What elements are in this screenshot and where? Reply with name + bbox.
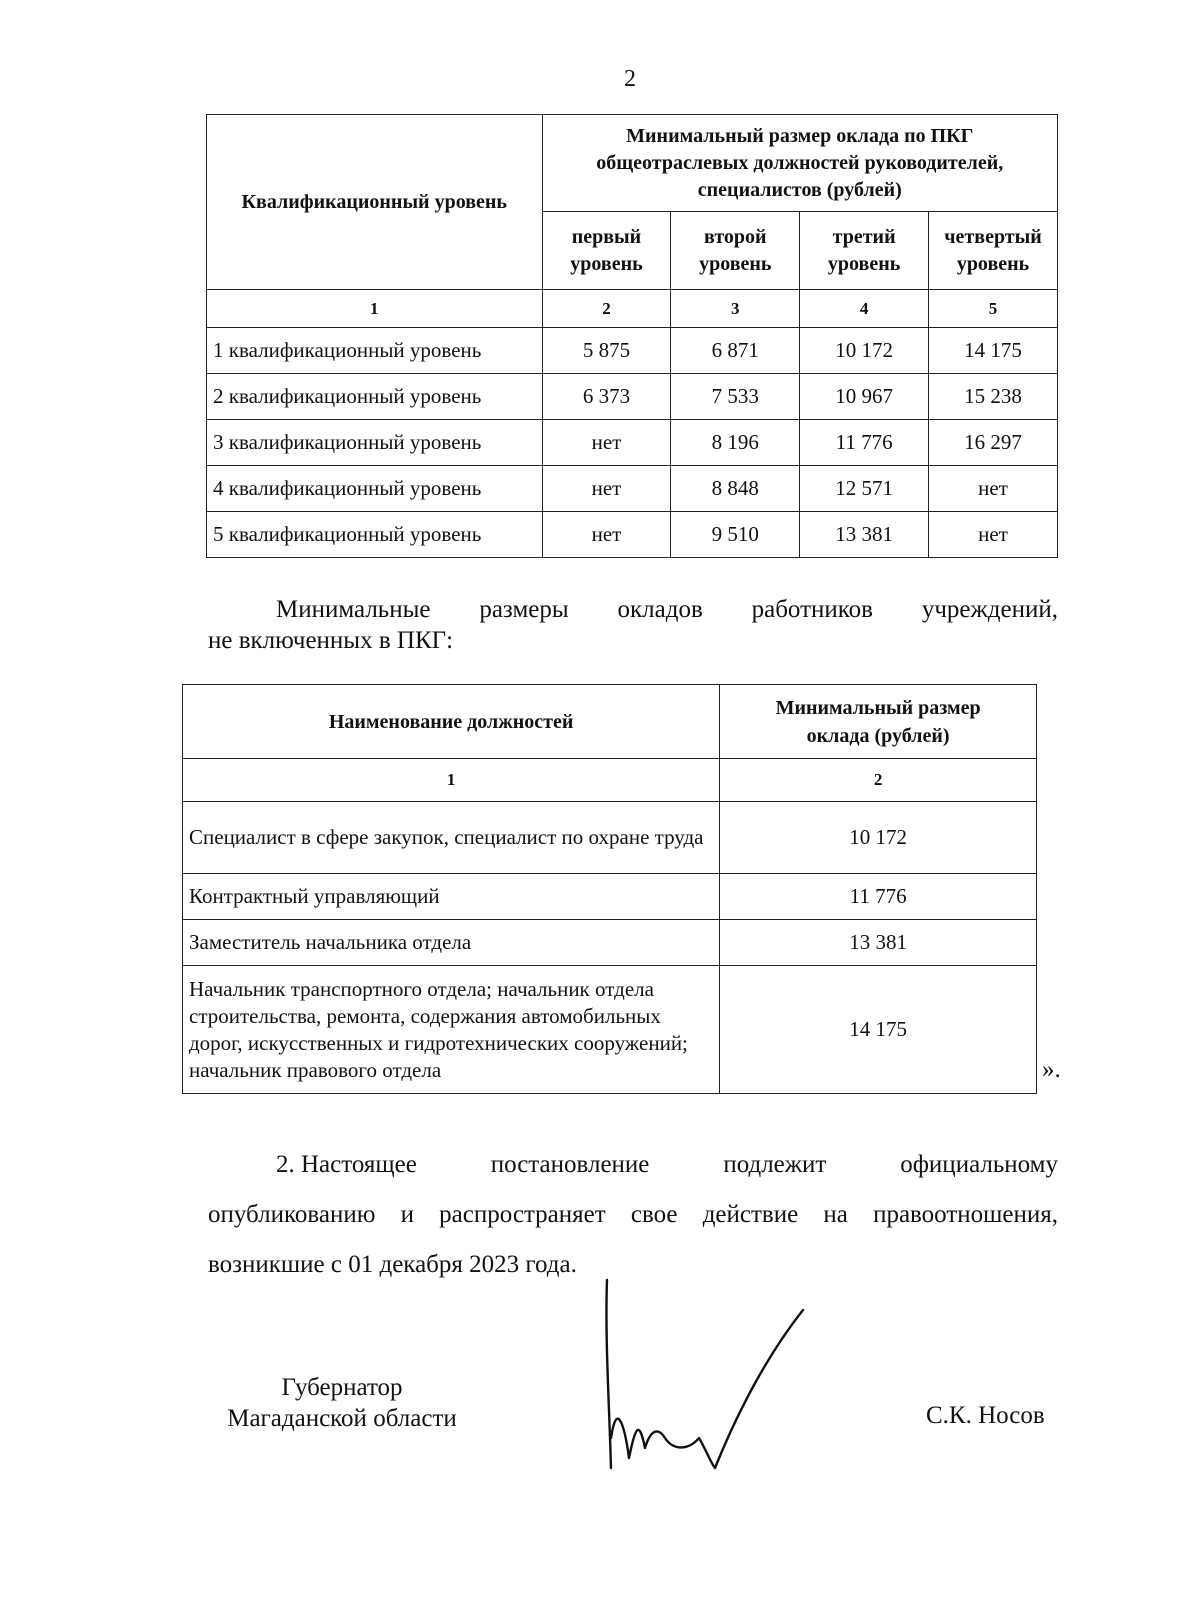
salary-value: 16 297 [929, 420, 1058, 466]
salary-value: нет [542, 466, 671, 512]
table-row [207, 466, 1058, 512]
table-row [183, 920, 1037, 966]
row-label: 4 квалификационный уровень [207, 466, 543, 512]
salary-value: 8 196 [671, 420, 800, 466]
paragraph-line: возникшие с 01 декабря 2023 года. [208, 1251, 577, 1278]
column-number: 1 [207, 290, 543, 328]
subheader-level-4: четвертый уровень [929, 212, 1058, 290]
position-name: Заместитель начальника отдела [183, 920, 720, 966]
salary-value: 14 175 [720, 966, 1037, 1094]
salary-value: 9 510 [671, 512, 800, 558]
header-min-salary-pkg: Минимальный размер оклада по ПКГ общеотраслевых должностей руководителей, специалистов (рублей) [542, 115, 1057, 212]
table-row [207, 374, 1058, 420]
signer-name: С.К. Носов [926, 1402, 1045, 1429]
salary-value: 6 373 [542, 374, 671, 420]
salary-value: нет [542, 420, 671, 466]
row-label: 3 квалификационный уровень [207, 420, 543, 466]
column-number: 2 [542, 290, 671, 328]
column-number: 4 [800, 290, 929, 328]
salary-value: 13 381 [720, 920, 1037, 966]
salary-value: 10 172 [800, 328, 929, 374]
table-row [183, 874, 1037, 920]
salary-value: 10 172 [720, 802, 1037, 874]
position-name: Начальник транспортного отдела; начальник отдела строительства, ремонта, содержания автомобильных дорог, искусственных и гидротехнических сооружений; начальник правового отдела [183, 966, 720, 1094]
header-min-salary: Минимальный размер оклада (рублей) [720, 685, 1037, 759]
table-row [183, 966, 1037, 1094]
column-number-row [183, 759, 1037, 802]
column-number: 2 [720, 759, 1037, 802]
handwritten-signature [595, 1278, 825, 1478]
row-label: 1 квалификационный уровень [207, 328, 543, 374]
paragraph-line: Минимальные размеры окладов работников учреждений, [276, 596, 1058, 623]
page-number: 2 [624, 66, 636, 92]
salary-value: 10 967 [800, 374, 929, 420]
header-qualification-level: Квалификационный уровень [207, 115, 543, 290]
row-label: 5 квалификационный уровень [207, 512, 543, 558]
salary-value: 6 871 [671, 328, 800, 374]
subheader-level-2: второй уровень [671, 212, 800, 290]
position-name: Контрактный управляющий [183, 874, 720, 920]
table-row [207, 420, 1058, 466]
table-row [183, 802, 1037, 874]
salary-value: 7 533 [671, 374, 800, 420]
column-number-row [207, 290, 1058, 328]
header-position-name: Наименование должностей [183, 685, 720, 759]
signatory-title: Губернатор Магаданской области [227, 1374, 457, 1432]
salary-value: 5 875 [542, 328, 671, 374]
subheader-level-1: первый уровень [542, 212, 671, 290]
salary-value: 15 238 [929, 374, 1058, 420]
paragraph-non-pkg-intro [208, 594, 1058, 656]
salary-value: 11 776 [720, 874, 1037, 920]
table-row [207, 512, 1058, 558]
row-label: 2 квалификационный уровень [207, 374, 543, 420]
paragraph-line: 2. Настоящее постановление подлежит официальному [276, 1151, 1058, 1178]
salary-value: 11 776 [800, 420, 929, 466]
salary-value: нет [929, 466, 1058, 512]
salary-value: 13 381 [800, 512, 929, 558]
salary-value: 14 175 [929, 328, 1058, 374]
subheader-level-3: третий уровень [800, 212, 929, 290]
paragraph-publication [208, 1140, 1058, 1290]
paragraph-line: не включенных в ПКГ: [208, 627, 454, 654]
salary-value: 8 848 [671, 466, 800, 512]
column-number: 1 [183, 759, 720, 802]
salary-table-non-pkg [182, 684, 1037, 1094]
closing-quote: ». [1042, 1056, 1061, 1083]
column-number: 5 [929, 290, 1058, 328]
paragraph-line: опубликованию и распространяет свое действие на правоотношения, [208, 1201, 1058, 1228]
salary-table-pkg [206, 114, 1058, 558]
position-name: Специалист в сфере закупок, специалист по охране труда [183, 802, 720, 874]
salary-value: нет [929, 512, 1058, 558]
salary-value: нет [542, 512, 671, 558]
table-row [207, 328, 1058, 374]
column-number: 3 [671, 290, 800, 328]
salary-value: 12 571 [800, 466, 929, 512]
